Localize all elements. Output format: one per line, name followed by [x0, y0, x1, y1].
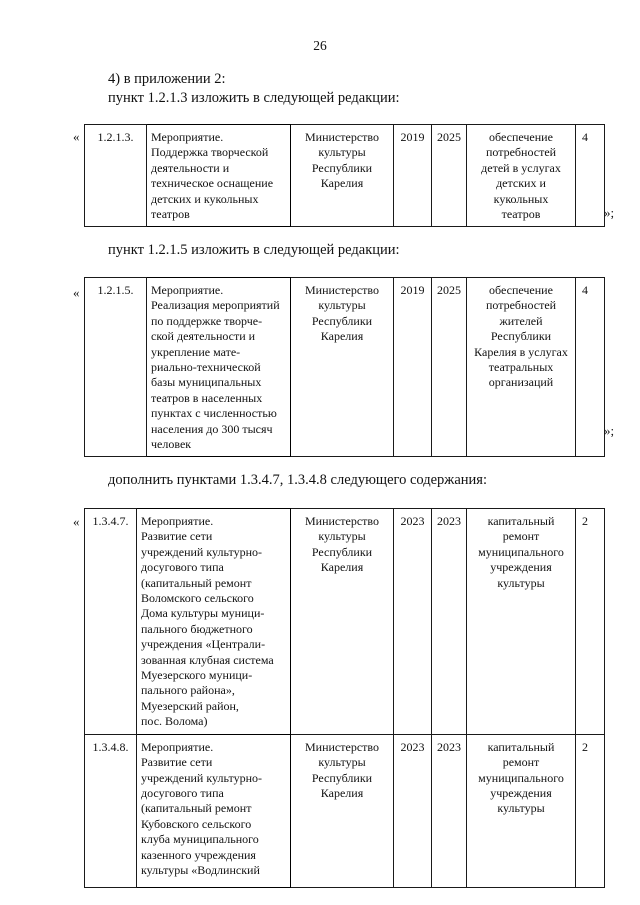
executor-line: Республики [311, 544, 373, 559]
result-line: культуры [497, 575, 545, 590]
title-line: детских и кукольных [151, 191, 259, 206]
year-start-cell: 2023 [394, 509, 432, 735]
activity-title-cell [147, 278, 291, 457]
executor-line: культуры [318, 145, 366, 160]
result-cell [467, 509, 576, 735]
title-line: пального района», [141, 683, 235, 698]
result-line: организаций [488, 375, 554, 390]
result-line: театральных [488, 360, 554, 375]
amendment-item-4: 4) в приложении 2: [108, 71, 226, 87]
title-line: базы муниципальных [151, 375, 262, 390]
result-line: жителей [499, 313, 543, 328]
year-start-cell: 2019 [394, 125, 432, 227]
result-line: обеспечение [489, 130, 553, 144]
result-line: капитальный [487, 514, 555, 528]
title-line: Мероприятие. [141, 514, 214, 528]
result-line: Карелия в услугах [474, 344, 568, 359]
executor-line: культуры [318, 755, 366, 770]
indicator-cell: 4 [576, 278, 605, 457]
title-line: риально-технической [151, 360, 261, 375]
title-line: досугового типа [141, 560, 224, 575]
executor-cell [291, 509, 394, 735]
title-line: Кубовского сельского [141, 816, 252, 831]
result-cell [467, 125, 576, 227]
result-line: ремонт [502, 529, 540, 544]
executor-cell [291, 278, 394, 457]
title-line: зованная клубная система [141, 652, 274, 667]
title-line: (капитальный ремонт [141, 575, 252, 590]
title-line: пунктах с численностью [151, 406, 277, 421]
year-start-cell: 2023 [394, 734, 432, 887]
executor-cell [291, 125, 394, 227]
result-line: капитальный [487, 739, 555, 754]
title-line: Мероприятие. [141, 739, 214, 754]
table-items-1347-1348 [84, 508, 605, 888]
title-line: Мероприятие. [151, 283, 224, 297]
title-line: Развитие сети [141, 529, 213, 544]
executor-line: Министерство [305, 514, 379, 528]
title-line: деятельности и [151, 160, 230, 175]
result-line: учреждения [490, 560, 552, 575]
indicator-cell: 2 [576, 734, 605, 887]
result-line: обеспечение [489, 283, 553, 297]
item-number-cell: 1.3.4.8. [85, 734, 137, 887]
activity-title-cell [137, 734, 291, 887]
title-line: театров [151, 207, 190, 222]
executor-line: Министерство [305, 739, 379, 754]
title-line: культуры «Водлинский [141, 862, 260, 877]
result-cell [467, 734, 576, 887]
table1-close-mark: »; [604, 205, 615, 220]
title-line: учреждений культурно- [141, 770, 262, 785]
title-line: пос. Волома) [141, 714, 208, 729]
executor-line: Республики [311, 313, 373, 328]
year-start-cell: 2019 [394, 278, 432, 457]
table1-open-quote: « [73, 129, 80, 144]
result-line: потребностей [485, 145, 557, 160]
executor-line: Республики [311, 160, 373, 175]
executor-line: Карелия [320, 329, 364, 344]
paragraph-1213-intro: пункт 1.2.1.3 изложить в следующей редакции: [108, 90, 400, 106]
title-line: укрепление мате- [151, 344, 241, 359]
result-line: театров [501, 207, 541, 222]
title-line: населения до 300 тысяч [151, 421, 273, 436]
result-line: Республики [490, 329, 552, 344]
title-line: по поддержке творче- [151, 313, 263, 328]
year-end-cell: 2023 [432, 509, 467, 735]
executor-line: Карелия [320, 560, 364, 575]
table-item-1213 [84, 124, 605, 227]
title-line: ской деятельности и [151, 329, 256, 344]
executor-line: Карелия [320, 176, 364, 191]
table3-open-quote: « [73, 514, 80, 529]
activity-title-cell [147, 125, 291, 227]
executor-cell [291, 734, 394, 887]
title-line: Мероприятие. [151, 130, 224, 144]
year-end-cell: 2025 [432, 125, 467, 227]
title-line: человек [151, 437, 192, 452]
page-number: 26 [313, 38, 327, 53]
title-line: клуба муниципального [141, 832, 259, 847]
title-line: (капитальный ремонт [141, 801, 252, 816]
indicator-cell: 2 [576, 509, 605, 735]
result-line: ремонт [502, 755, 540, 770]
title-line: пального бюджетного [141, 621, 253, 636]
table2-open-quote: « [73, 285, 80, 300]
table-row [85, 509, 605, 735]
paragraph-1215-intro: пункт 1.2.1.5 изложить в следующей редакции: [108, 242, 400, 258]
title-line: досугового типа [141, 785, 224, 800]
table-row [85, 278, 605, 457]
title-line: учреждения «Централи- [141, 637, 266, 652]
executor-line: культуры [318, 298, 366, 313]
title-line: Реализация мероприятий [151, 298, 280, 313]
result-line: культуры [497, 801, 545, 816]
result-line: муниципального [478, 544, 564, 559]
indicator-cell: 4 [576, 125, 605, 227]
title-line: театров в населенных [151, 390, 263, 405]
title-line: Развитие сети [141, 755, 213, 770]
title-line: Поддержка творческой [151, 145, 269, 160]
activity-title-cell [137, 509, 291, 735]
result-line: потребностей [485, 298, 557, 313]
year-end-cell: 2023 [432, 734, 467, 887]
result-line: детей в услугах [481, 160, 561, 175]
title-line: техническое оснащение [151, 176, 274, 191]
title-line: учреждений культурно- [141, 544, 262, 559]
title-line: Муезерского муници- [141, 668, 253, 683]
result-line: кукольных [493, 191, 549, 206]
result-line: муниципального [478, 770, 564, 785]
item-number-cell: 1.2.1.5. [85, 278, 147, 457]
paragraph-additions-intro: дополнить пунктами 1.3.4.7, 1.3.4.8 следующего содержания: [108, 472, 487, 488]
executor-line: Министерство [305, 130, 379, 144]
table-row [85, 734, 605, 887]
executor-line: культуры [318, 529, 366, 544]
year-end-cell: 2025 [432, 278, 467, 457]
item-number-cell: 1.2.1.3. [85, 125, 147, 227]
result-line: учреждения [490, 785, 552, 800]
item-number-cell: 1.3.4.7. [85, 509, 137, 735]
result-line: детских и [496, 176, 546, 191]
title-line: Муезерский район, [141, 698, 239, 713]
table-row [85, 125, 605, 227]
table-item-1215 [84, 277, 605, 457]
executor-line: Карелия [320, 785, 364, 800]
executor-line: Республики [311, 770, 373, 785]
title-line: Дома культуры муници- [141, 606, 265, 621]
result-cell [467, 278, 576, 457]
title-line: Воломского сельского [141, 591, 254, 606]
title-line: казенного учреждения [141, 847, 256, 862]
table2-close-mark: »; [604, 423, 615, 438]
executor-line: Министерство [305, 283, 379, 297]
